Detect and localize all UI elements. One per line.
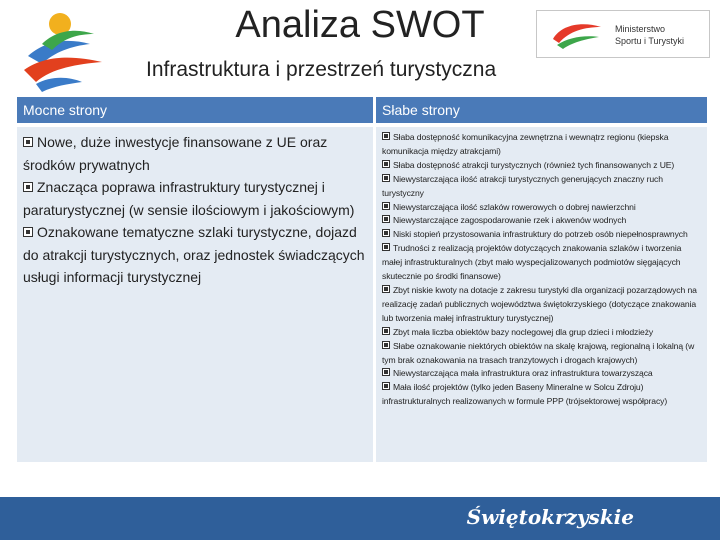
checkbox-bullet-icon (382, 243, 390, 251)
strengths-cell (17, 127, 373, 462)
footer-bar (0, 497, 720, 540)
checkbox-bullet-icon (382, 382, 390, 390)
list-item (382, 131, 703, 159)
weakness-text: Zbyt niskie kwoty na dotacje z zakresu turystyki dla organizacji pozarządowych na realizację zadań publicznych województwa świętokrzyskiego (dotyczące znakowania lub tworzenia małej infrastruktury turystycznej) (382, 284, 697, 323)
weakness-text: Niewystarczające zagospodarowanie rzek i akwenów wodnych (393, 215, 627, 226)
ministry-logo (536, 10, 710, 58)
strengths-heading: Mocne strony (17, 97, 373, 123)
weakness-text: Słabe oznakowanie niektórych obiektów na skalę krajową, regionalną i lokalną (w tym brak oznakowania na trasach tranzytowych i drogach krajowych) (382, 340, 695, 365)
weakness-text: Niewystarczająca mała infrastruktura oraz infrastruktura towarzysząca (393, 368, 653, 379)
weakness-text: Niewystarczająca ilość atrakcji turystycznych generujących znaczny ruch turystyczny (382, 173, 663, 198)
checkbox-bullet-icon (382, 215, 390, 223)
swot-table (14, 93, 710, 466)
list-item (382, 284, 703, 326)
checkbox-bullet-icon (382, 202, 390, 210)
checkbox-bullet-icon (23, 182, 33, 192)
list-item (382, 228, 703, 242)
list-item (382, 242, 703, 284)
list-item (23, 176, 369, 221)
strength-text: Znacząca poprawa infrastruktury turystycznej i paraturystycznej (w sensie ilościowym i jakościowym) (23, 179, 355, 218)
weakness-text: Niewystarczająca ilość szlaków rowerowych o dobrej nawierzchni (393, 201, 636, 212)
checkbox-bullet-icon (382, 327, 390, 335)
strength-text: Oznakowane tematyczne szlaki turystyczne, dojazd do atrakcji turystycznych, oraz jednostek świadczących usługi informacji turystycznej (23, 224, 365, 285)
list-item (382, 381, 703, 409)
weakness-text: Niski stopień przystosowania infrastruktury do potrzeb osób niepełnosprawnych (393, 229, 688, 240)
weakness-text: Zbyt mała liczba obiektów bazy noclegowej dla grup dzieci i młodzieży (393, 326, 654, 337)
ministry-emblem-icon (547, 17, 607, 51)
checkbox-bullet-icon (382, 132, 390, 140)
list-item (23, 131, 369, 176)
footer-brand-logo: Świętokrzyskie (466, 505, 634, 529)
checkbox-bullet-icon (23, 137, 33, 147)
page-title: Analiza SWOT (235, 4, 485, 46)
ministry-name-line1: Ministerstwo (615, 24, 666, 34)
weakness-text: Słaba dostępność atrakcji turystycznych (również tych finansowanych z UE) (393, 159, 675, 170)
checkbox-bullet-icon (382, 229, 390, 237)
list-item (23, 221, 369, 289)
page-subtitle: Infrastruktura i przestrzeń turystyczna (146, 58, 497, 81)
checkbox-bullet-icon (382, 368, 390, 376)
checkbox-bullet-icon (382, 160, 390, 168)
strength-text: Nowe, duże inwestycje finansowane z UE oraz środków prywatnych (23, 134, 328, 173)
weaknesses-cell (376, 127, 707, 462)
list-item (382, 367, 703, 381)
weakness-text: Mała ilość projektów (tylko jeden Baseny Mineralne w Solcu Zdroju) infrastrukturalnych realizowanych w formule PPP (trójsektorowej współpracy) (382, 382, 668, 407)
list-item (382, 173, 703, 201)
weakness-text: Słaba dostępność komunikacyjna zewnętrzna i wewnątrz regionu (kiepska komunikacja między atrakcjami) (382, 132, 669, 156)
checkbox-bullet-icon (382, 285, 390, 293)
list-item (382, 340, 703, 368)
weaknesses-heading: Słabe strony (376, 97, 707, 123)
checkbox-bullet-icon (382, 174, 390, 182)
weakness-text: Trudności z realizacją projektów dotyczących znakowania szlaków i tworzenia małej infrastrukturalnych (zbyt mało wyspecjalizowanych podmiotów sięgających skutecznie po środki finansowe) (382, 243, 682, 282)
list-item (382, 326, 703, 340)
checkbox-bullet-icon (382, 341, 390, 349)
list-item (382, 214, 703, 228)
list-item (382, 201, 703, 215)
ministry-name-line2: Sportu i Turystyki (615, 36, 685, 46)
checkbox-bullet-icon (23, 227, 33, 237)
list-item (382, 159, 703, 173)
